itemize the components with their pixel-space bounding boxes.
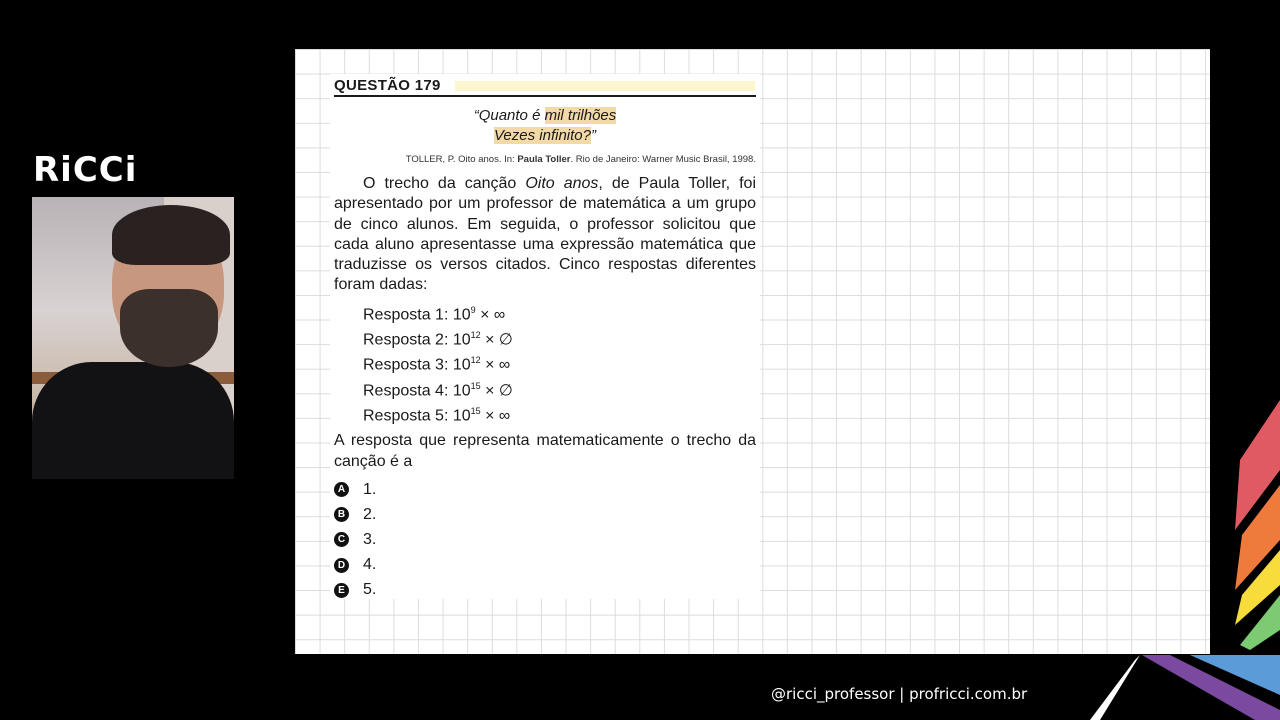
option-text: 4. — [363, 556, 377, 574]
paragraph-part-1: O trecho da canção — [363, 175, 526, 192]
option-letter-icon: B — [334, 507, 349, 522]
answer-exponent: 15 — [470, 405, 481, 416]
option-a[interactable] — [334, 477, 376, 502]
option-letter-icon: C — [334, 532, 349, 547]
webcam-video — [32, 197, 234, 479]
answer-tail: × ∅ — [480, 331, 513, 349]
answer-exponent: 15 — [470, 380, 481, 391]
presenter-beard — [120, 289, 218, 367]
quote-verse-2 — [330, 127, 760, 144]
stripe-white — [1090, 655, 1140, 720]
answer-label: Resposta 4: 10 — [363, 381, 471, 399]
answer-label: Resposta 1: 10 — [363, 306, 471, 324]
answers-list — [363, 300, 513, 426]
option-letter-icon: E — [334, 583, 349, 598]
answer-tail: × ∞ — [480, 407, 511, 425]
presenter-hair — [112, 205, 230, 265]
answer-label: Resposta 5: 10 — [363, 407, 471, 425]
answer-tail: × ∅ — [480, 381, 513, 399]
quote-verse-2-suffix: ” — [591, 127, 596, 144]
answer-tail: × ∞ — [475, 306, 506, 324]
reference-author: Paula Toller — [517, 154, 571, 165]
option-e[interactable] — [334, 578, 376, 603]
presenter-shirt — [32, 362, 234, 479]
option-text: 3. — [363, 530, 377, 548]
option-d[interactable] — [334, 553, 376, 578]
title-highlight-stroke — [455, 81, 755, 91]
question-title — [334, 77, 756, 97]
rainbow-stripes-decoration — [1090, 380, 1280, 720]
answer-exponent: 12 — [470, 330, 481, 341]
quote-verse-2-highlight: Vezes infinito? — [493, 127, 591, 144]
answer-item — [363, 325, 513, 350]
answer-label: Resposta 2: 10 — [363, 331, 471, 349]
option-letter-icon: D — [334, 558, 349, 573]
options-list — [334, 477, 376, 603]
option-text: 1. — [363, 480, 377, 498]
question-prompt: A resposta que representa matematicamente o trecho da canção é a — [334, 432, 756, 470]
answer-item — [363, 300, 513, 325]
answer-exponent: 12 — [470, 355, 481, 366]
answer-item — [363, 350, 513, 375]
option-text: 2. — [363, 505, 377, 523]
quote-verse-1-prefix: “Quanto é — [473, 107, 545, 124]
brand-logo: RiCCi — [33, 150, 138, 190]
option-b[interactable] — [334, 502, 376, 527]
question-paragraph — [334, 174, 756, 296]
reference-suffix: . Rio de Janeiro: Warner Music Brasil, 1998. — [570, 154, 756, 165]
question-title-text: QUESTÃO 179 — [334, 77, 441, 94]
footer-social-handle: @ricci_professor | profricci.com.br — [771, 685, 1028, 703]
option-letter-icon: A — [334, 482, 349, 497]
paragraph-song-title: Oito anos — [525, 175, 599, 192]
reference-prefix: TOLLER, P. Oito anos. In: — [405, 154, 518, 165]
answer-exponent: 9 — [470, 305, 476, 315]
paragraph-part-2: , de Paula Toller, foi apresentado por um professor de matemática a um grupo de cinco alunos. Em seguida, o professor solicitou que cada aluno apresentasse uma expressão matemática que traduzisse os versos citados. Cinco respostas diferentes foram dadas: — [334, 175, 756, 294]
quote-reference — [366, 154, 756, 165]
quote-verse-1-highlight: mil trilhões — [544, 107, 617, 124]
answer-item — [363, 376, 513, 401]
answer-item — [363, 401, 513, 426]
answer-tail: × ∞ — [480, 356, 511, 374]
quote-verse-1 — [330, 107, 760, 124]
question-sheet — [330, 74, 760, 599]
answer-label: Resposta 3: 10 — [363, 356, 471, 374]
option-text: 5. — [363, 581, 377, 599]
option-c[interactable] — [334, 527, 376, 552]
